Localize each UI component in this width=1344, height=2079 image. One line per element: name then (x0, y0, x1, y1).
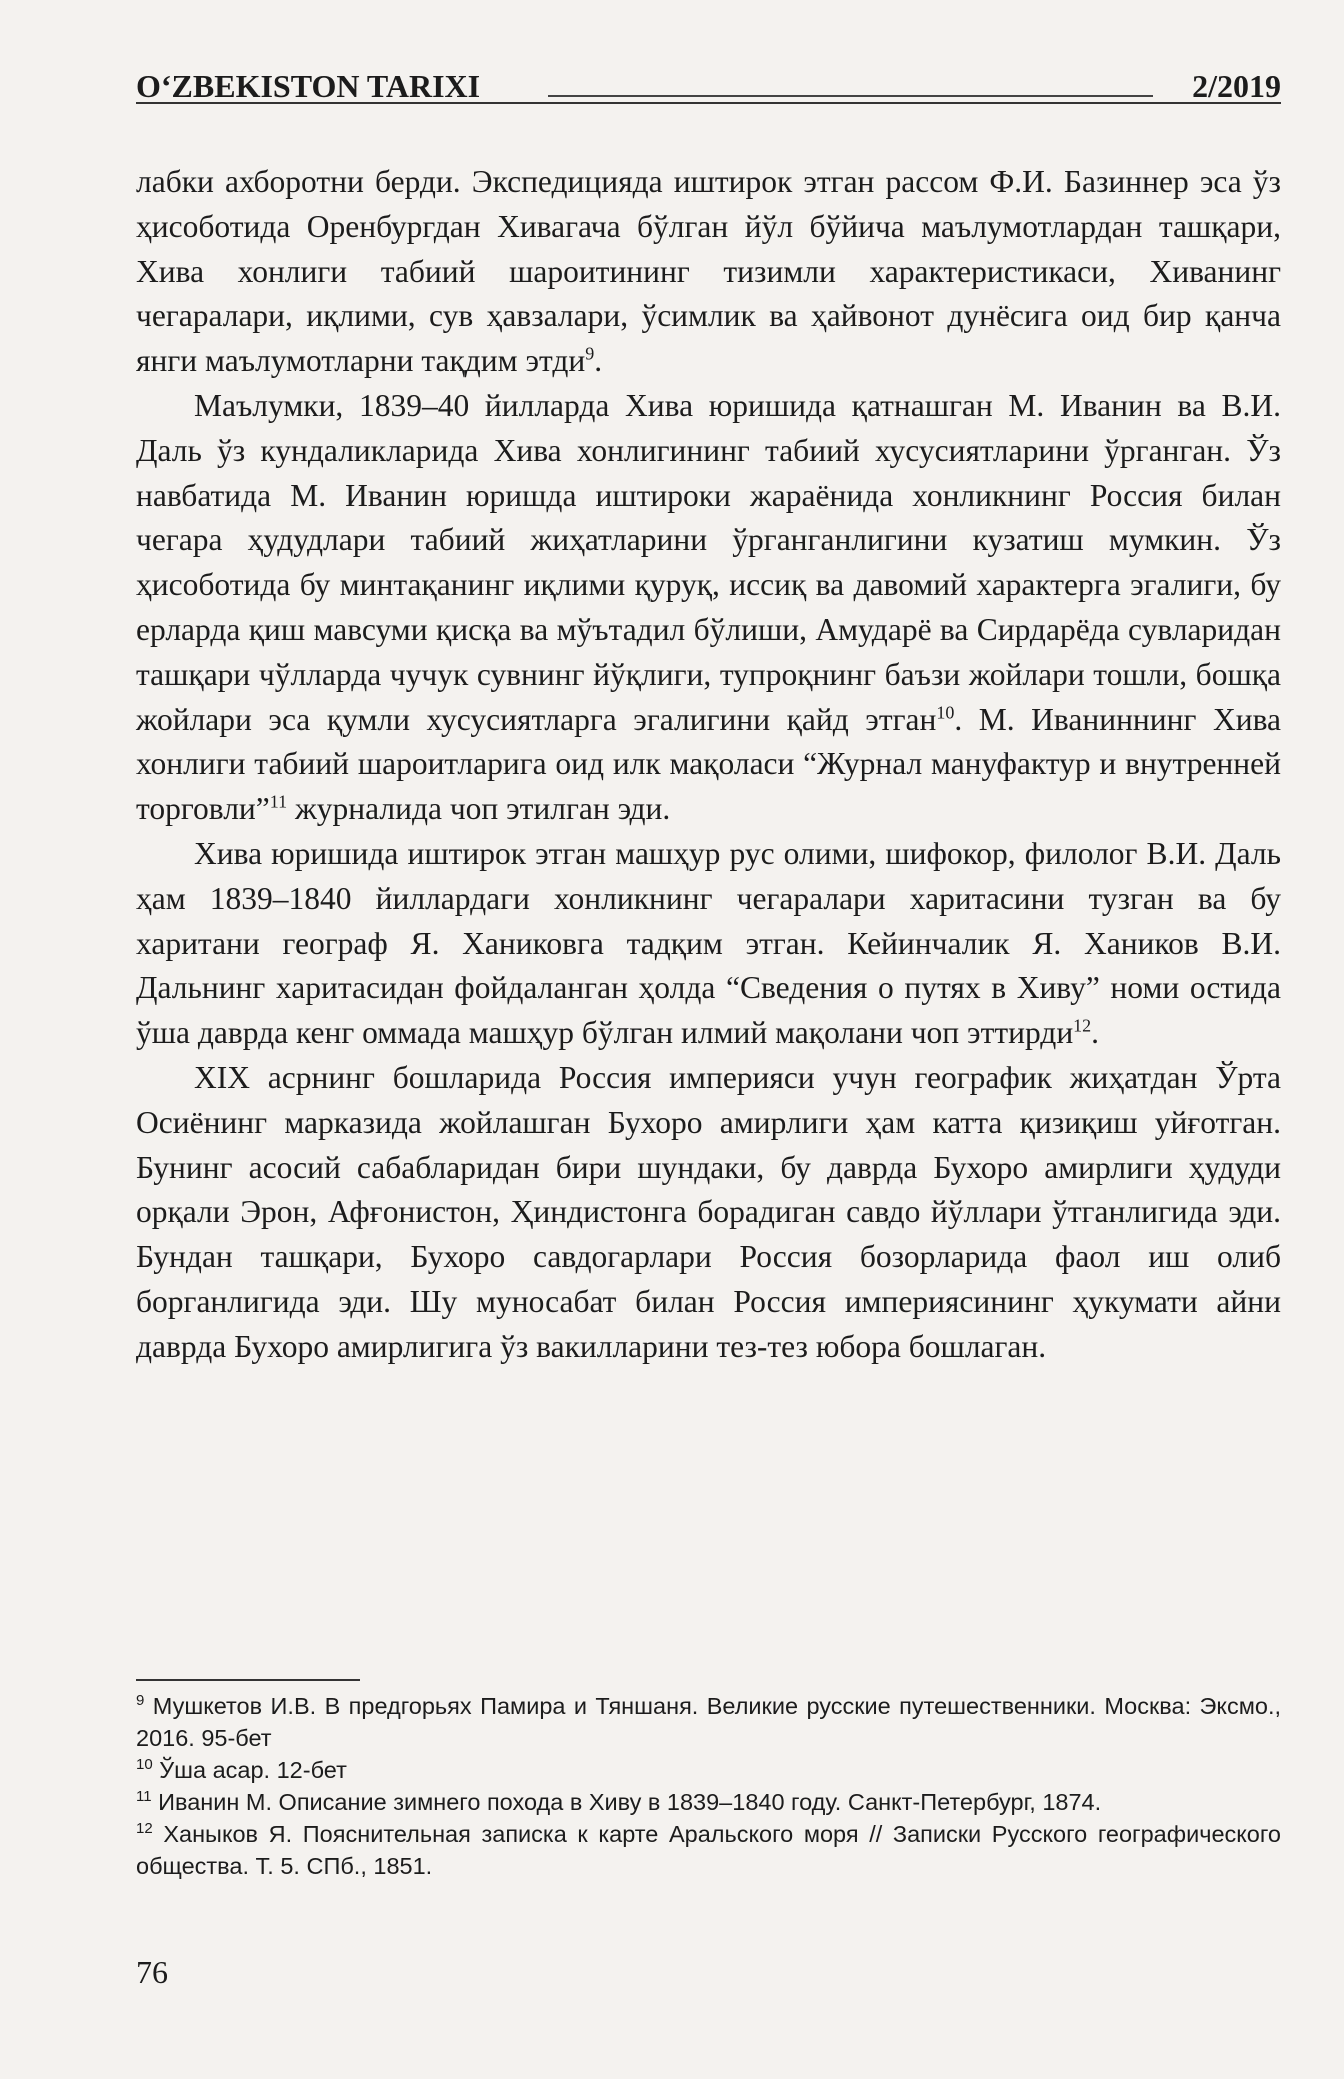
footnote-number: 9 (136, 1692, 145, 1710)
paragraph-1-text: лабки ахборотни берди. Экспедицияда иштирок этган рассом Ф.И. Базиннер эса ўз ҳисоботида Оренбургдан Хивагача бўлган йўл бўйича маълумотлардан ташқари, Хива хонлиги табиий шароитининг тизимли характеристикаси, Хиванинг чегаралари, иқлими, сув ҳавзалари, ўсимлик ва ҳайвонот дунёсига оид бир қанча янги маълумотларни тақдим этди (136, 164, 1281, 379)
article-body (136, 160, 1281, 1370)
footnote-number: 11 (136, 1788, 152, 1806)
paragraph-2-text-b: . М. Иваниннинг Хива хонлиги табиий шароитларига оид илк мақоласи “Журнал мануфактур и внутренней торговли” (136, 701, 1282, 827)
paragraph-1 (136, 160, 1281, 384)
footnote-item (136, 1754, 1281, 1786)
footnote-ref-9[interactable]: 9 (585, 343, 595, 364)
paragraph-1-end: . (594, 343, 603, 379)
header-rule (136, 102, 1281, 104)
paragraph-3-text: Хива юришида иштирок этган машҳур рус олими, шифокор, филолог В.И. Даль ҳам 1839–1840 йиллардаги хонликнинг чегаралари харитасини тузган ва бу харитани географ Я. Ханиковга тадқим этган. Кейинчалик Я. Хаников В.И. Дальнинг харитасидан фойдаланган ҳолда “Сведения о путях в Хиву” номи остида ўша даврда кенг оммада машҳур бўлган илмий мақолани чоп эттирди (136, 835, 1281, 1051)
footnote-text: Ўша асар. 12-бет (159, 1757, 347, 1783)
paragraph-4-text: XIX асрнинг бошларида Россия империяси учун географик жиҳатдан Ўрта Осиёнинг марказида жойлашган Бухоро амирлиги ҳам катта қизиқиш уйғотган. Бунинг асосий сабабларидан бири шундаки, бу даврда Бухоро амирлиги ҳудуди орқали Эрон, Афғонистон, Ҳиндистонга борадиган савдо йўллари ўтганлигида эди. Бундан ташқари, Бухоро савдогарлари Россия бозорларида фаол иш олиб борганлигида эди. Шу муносабат билан Россия империясининг ҳукумати айни даврда Бухоро амирлигига ўз вакилларини тез-тез юбора бошлаган. (136, 1059, 1281, 1364)
footnote-item (136, 1786, 1281, 1818)
footnote-text: Мушкетов И.В. В предгорьях Памира и Тяншаня. Великие русские путешественники. Москва: Эксмо., 2016. 95-бет (136, 1693, 1281, 1751)
footnote-item (136, 1818, 1281, 1882)
footnote-text: Ханыков Я. Пояснительная записка к карте Аральского моря // Записки Русского географического общества. Т. 5. СПб., 1851. (136, 1821, 1282, 1879)
paragraph-4 (136, 1056, 1281, 1370)
footnote-item (136, 1690, 1281, 1754)
issue-number: 2/2019 (1192, 68, 1281, 104)
footnote-number: 10 (136, 1756, 153, 1774)
header-rule-short (548, 95, 1153, 97)
footnote-text: Иванин М. Описание зимнего похода в Хиву в 1839–1840 году. Санкт-Петербург, 1874. (158, 1789, 1102, 1815)
footnote-ref-10[interactable]: 10 (936, 702, 955, 723)
footnote-ref-12[interactable]: 12 (1073, 1015, 1092, 1036)
paragraph-3-end: . (1091, 1015, 1100, 1051)
footnotes (136, 1690, 1281, 1882)
journal-title: O‘ZBEKISTON TARIXI (136, 68, 481, 104)
footnote-number: 12 (136, 1820, 153, 1838)
page-number: 76 (136, 1954, 168, 1990)
paragraph-3 (136, 832, 1281, 1056)
paragraph-2-text-a: Маълумки, 1839–40 йилларда Хива юришида қатнашган М. Иванин ва В.И. Даль ўз кундаликларида Хива хонлигининг табиий хусусиятларини ўрганган. Ўз навбатида М. Иванин юришда иштироки жараёнида хонликнинг Россия билан чегара ҳудудлари табиий жиҳатларини ўрганганлигини кузатиш мумкин. Ўз ҳисоботида бу минтақанинг иқлими қуруқ, иссиқ ва давомий характерга эгалиги, бу ерларда қиш мавсуми қисқа ва мўътадил бўлиши, Амударё ва Сирдарёда сувларидан ташқари чўлларда чучук сувнинг йўқлиги, тупроқнинг баъзи жойлари тошли, бошқа жойлари эса қумли хусусиятларга эгалигини қайд этган (136, 387, 1281, 737)
footnote-separator (136, 1679, 360, 1681)
paragraph-2 (136, 384, 1281, 832)
footnote-ref-11[interactable]: 11 (269, 791, 288, 812)
paragraph-2-text-c: журналида чоп этилган эди. (287, 791, 671, 827)
